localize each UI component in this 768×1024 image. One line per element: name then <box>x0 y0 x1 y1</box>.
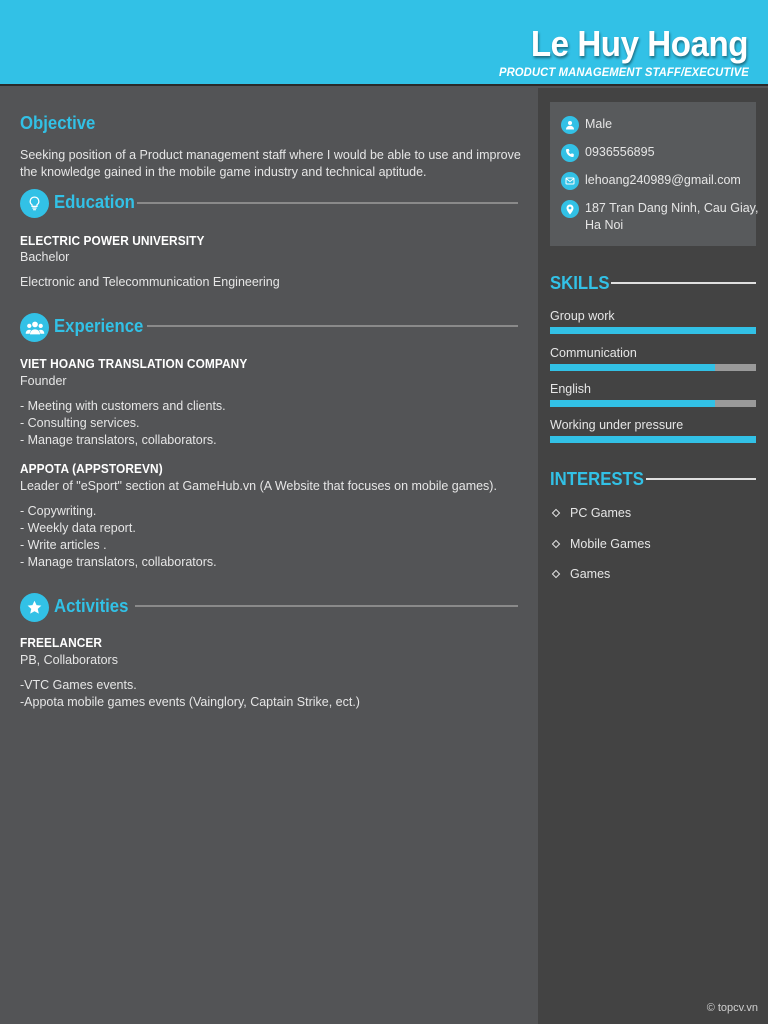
detail-line: - Meeting with customers and clients. <box>20 399 226 413</box>
experience-divider <box>147 325 518 327</box>
detail-line: - Manage translators, collaborators. <box>20 555 217 569</box>
skill-bar-fill <box>550 400 715 407</box>
detail-line: -Appota mobile games events (Vainglory, Captain Strike, ect.) <box>20 695 360 709</box>
lightbulb-glyph <box>26 195 43 212</box>
skill-bar <box>550 436 756 443</box>
skill-name: Group work <box>550 309 615 323</box>
detail-line: -VTC Games events. <box>20 678 137 692</box>
interest-item: Games <box>570 567 611 581</box>
email-glyph <box>565 176 575 186</box>
activity-org: FREELANCER <box>20 636 103 650</box>
interests-title: INTERESTS <box>550 469 644 489</box>
skill-name: English <box>550 382 591 396</box>
objective-line: the knowledge gained in the mobile game industry and technical aptitude. <box>20 165 427 179</box>
activity-details <box>20 677 360 711</box>
objective-text <box>20 147 521 181</box>
education-degree: Bachelor <box>20 250 70 264</box>
location-pin-glyph <box>565 204 575 215</box>
activity-position: PB, Collaborators <box>20 653 118 667</box>
group-glyph <box>25 320 45 336</box>
person-icon <box>561 116 579 134</box>
education-org: ELECTRIC POWER UNIVERSITY <box>20 234 205 248</box>
activities-divider <box>135 605 518 607</box>
skill-name: Communication <box>550 346 637 360</box>
interest-item: Mobile Games <box>570 537 651 551</box>
phone-icon <box>561 144 579 162</box>
experience-org: VIET HOANG TRANSLATION COMPANY <box>20 357 248 371</box>
footer-brand: © topcv.vn <box>706 1002 758 1014</box>
candidate-role: PRODUCT MANAGEMENT STAFF/EXECUTIVE <box>499 65 749 79</box>
star-glyph <box>26 599 43 616</box>
phone-glyph <box>565 148 575 158</box>
address-line: 187 Tran Dang Ninh, Cau Giay, <box>585 201 759 215</box>
experience-details <box>20 503 217 571</box>
experience-position: Founder <box>20 374 67 388</box>
header-banner <box>0 0 768 86</box>
education-divider <box>137 202 518 204</box>
contact-email[interactable]: lehoang240989@gmail.com <box>585 173 741 187</box>
interests-divider <box>646 478 756 480</box>
skill-bar <box>550 327 756 334</box>
objective-title: Objective <box>20 113 96 133</box>
skill-bar-fill <box>550 364 715 371</box>
detail-line: - Weekly data report. <box>20 521 136 535</box>
objective-line: Seeking position of a Product management staff where I would be able to use and improve <box>20 148 521 162</box>
experience-position: Leader of "eSport" section at GameHub.vn (A Website that focuses on mobile games). <box>20 479 497 493</box>
skill-bar <box>550 364 756 371</box>
detail-line: - Consulting services. <box>20 416 140 430</box>
skill-bar-fill <box>550 436 756 443</box>
detail-line: - Copywriting. <box>20 504 97 518</box>
person-glyph <box>565 120 575 130</box>
activities-title: Activities <box>54 596 129 616</box>
experience-org: APPOTA (APPSTOREVN) <box>20 462 163 476</box>
education-major: Electronic and Telecommunication Engineering <box>20 275 280 289</box>
email-icon <box>561 172 579 190</box>
experience-details <box>20 398 226 449</box>
star-icon <box>20 593 49 622</box>
group-icon <box>20 313 49 342</box>
location-pin-icon <box>561 200 579 218</box>
skill-bar-fill <box>550 327 756 334</box>
skills-divider <box>611 282 756 284</box>
skills-title: SKILLS <box>550 273 610 293</box>
candidate-name: Le Huy Hoang <box>530 23 748 64</box>
address-line: Ha Noi <box>585 218 624 232</box>
contact-gender: Male <box>585 117 613 131</box>
lightbulb-icon <box>20 189 49 218</box>
detail-line: - Write articles . <box>20 538 107 552</box>
experience-title: Experience <box>54 316 144 336</box>
education-title: Education <box>54 192 135 212</box>
interest-item: PC Games <box>570 506 632 520</box>
contact-phone: 0936556895 <box>585 145 655 159</box>
contact-address <box>585 200 758 234</box>
detail-line: - Manage translators, collaborators. <box>20 433 217 447</box>
skill-name: Working under pressure <box>550 418 684 432</box>
skill-bar <box>550 400 756 407</box>
